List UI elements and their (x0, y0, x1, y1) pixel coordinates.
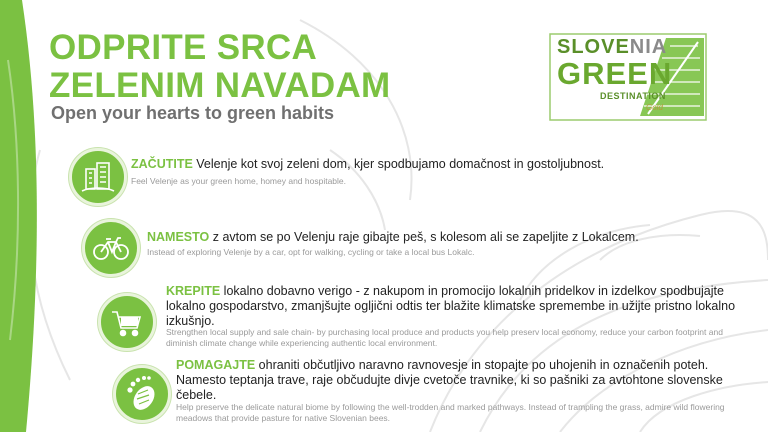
item-2-english: Instead of exploring Velenje by a car, opt for walking, cycling or take a local bus Lokalc. (147, 247, 475, 257)
logo-gold: Gold (646, 103, 663, 112)
page-title-line1: ODPRITE SRCA (49, 28, 318, 67)
item-2-text (147, 230, 747, 245)
item-2-body: z avtom se po Velenju raje gibajte peš, s kolesom ali se zapeljite z Lokalcem. (209, 230, 639, 244)
logo-slovenia: SLOVENIA (557, 36, 668, 58)
item-4-text (176, 358, 756, 403)
item-1-text (131, 157, 731, 172)
shopping-cart-icon (98, 293, 156, 351)
item-4-english: Help preserve the delicate natural biome by following the well-trodden and marked pathways. Instead of trampling the grass, admire wild flowering meadows that provide pasture for native Slovenian bees. (176, 402, 725, 423)
item-3-english: Strengthen local supply and sale chain- by purchasing local produce and products you help preserv local economy, reduce your carbon footprint and diminish climate change while experiencing authentic local environment. (166, 327, 723, 348)
item-3-body: lokalno dobavno verigo - z nakupom in promocijo lokalnih pridelkov in izdelkov spodbujajte lokalno gospodarstvo, zmanjšujte ogljični odtis ter blažite klimatske spremembe in užijte pristno lokalno izkušnjo. (166, 284, 736, 328)
building-icon (69, 148, 127, 206)
item-3-text (166, 284, 746, 329)
item-2-keyword: NAMESTO (147, 230, 210, 244)
logo-green: GREEN (557, 56, 673, 91)
item-3-keyword: KREPITE (166, 284, 221, 298)
slovenia-green-logo (548, 32, 708, 122)
item-1-body: Velenje kot svoj zeleni dom, kjer spodbujamo domačnost in gostoljubnost. (192, 157, 605, 171)
item-4-body: ohraniti občutljivo naravno ravnovesje in stopajte po uhojenih in označenih poteh. Namesto teptanja trave, raje občudujte divje cvetoče travnike, ki so pašniki za avtohtone slovenske čebele. (176, 358, 723, 402)
item-1-english: Feel Velenje as your green home, homey and hospitable. (131, 176, 346, 186)
page-subtitle: Open your hearts to green habits (51, 103, 335, 123)
footprint-icon (113, 365, 171, 423)
item-1-keyword: ZAČUTITE (131, 157, 193, 171)
item-4-keyword: POMAGAJTE (176, 358, 256, 372)
page-title-line2: ZELENIM NAVADAM (49, 66, 391, 105)
logo-destination: DESTINATION (600, 91, 666, 101)
bicycle-icon (82, 219, 140, 277)
